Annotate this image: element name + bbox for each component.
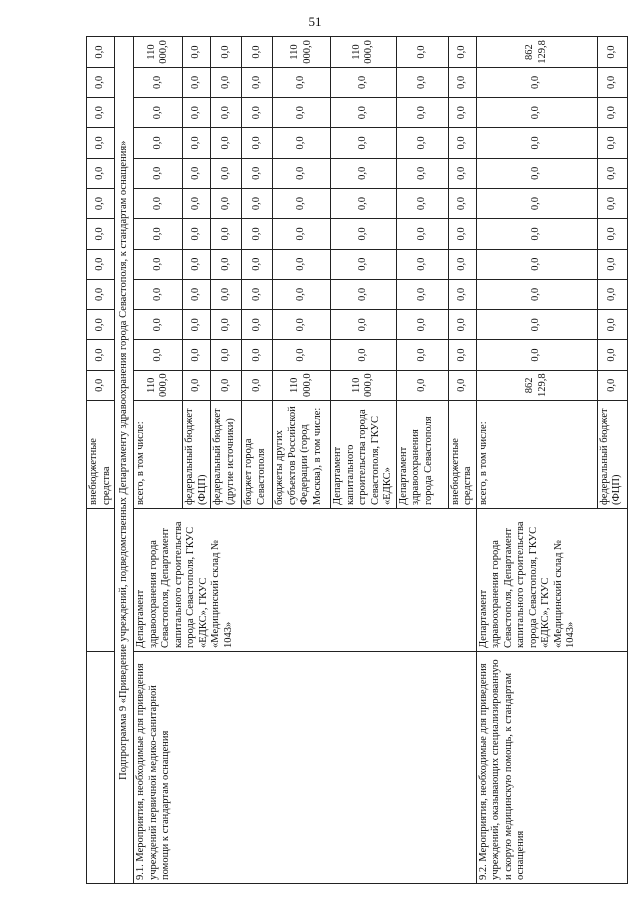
- value-cell: 0,0: [87, 128, 115, 158]
- value-cell: 0,0: [242, 128, 273, 158]
- executor-cell-empty: [87, 509, 115, 652]
- value-cell: 0,0: [331, 340, 397, 370]
- value-cell: 0,0: [448, 370, 476, 400]
- value-cell: 0,0: [211, 98, 242, 128]
- value-cell: 0,0: [211, 128, 242, 158]
- value-cell: 110 000,0: [273, 37, 331, 67]
- value-cell: 0,0: [448, 340, 476, 370]
- financing-table: [86, 36, 628, 884]
- value-cell: 0,0: [183, 249, 211, 279]
- value-cell: 0,0: [183, 279, 211, 309]
- value-cell: 0,0: [448, 279, 476, 309]
- subprogram-header: Подпрограмма 9 «Приведение учреждений, подведомственных Департаменту здравоохранения города Севастополя, к стандартам оснащения»: [115, 37, 134, 884]
- executors-cell: Департамент здравоохранения города Севастополя, Департамент капитального строительства города Севастополя, ГКУС «ЕДКС», ГКУС «Медицинский склад № 1043»: [134, 509, 477, 652]
- value-cell: 0,0: [476, 188, 597, 218]
- value-cell: 0,0: [597, 98, 627, 128]
- value-cell: 0,0: [273, 249, 331, 279]
- value-cell: 0,0: [211, 67, 242, 97]
- value-cell: 0,0: [134, 67, 183, 97]
- value-cell: 0,0: [396, 219, 448, 249]
- value-cell: 0,0: [134, 340, 183, 370]
- value-cell: 0,0: [448, 37, 476, 67]
- value-cell: 0,0: [87, 310, 115, 340]
- value-cell: 0,0: [597, 249, 627, 279]
- value-cell: 862 129,8: [476, 370, 597, 400]
- value-cell: 0,0: [448, 67, 476, 97]
- value-cell: 0,0: [87, 219, 115, 249]
- value-cell: 110 000,0: [134, 370, 183, 400]
- value-cell: 0,0: [211, 249, 242, 279]
- value-cell: 0,0: [396, 128, 448, 158]
- value-cell: 0,0: [211, 158, 242, 188]
- value-cell: 110 000,0: [331, 37, 397, 67]
- value-cell: 0,0: [396, 158, 448, 188]
- source-cell: внебюджетные средства: [87, 401, 115, 509]
- value-cell: 0,0: [211, 37, 242, 67]
- value-cell: 0,0: [396, 340, 448, 370]
- value-cell: 0,0: [597, 340, 627, 370]
- value-cell: 0,0: [273, 98, 331, 128]
- measure-cell-empty: [87, 652, 115, 884]
- value-cell: 0,0: [396, 279, 448, 309]
- value-cell: 0,0: [476, 310, 597, 340]
- value-cell: 0,0: [396, 98, 448, 128]
- value-cell: 0,0: [476, 67, 597, 97]
- value-cell: 0,0: [87, 279, 115, 309]
- value-cell: 0,0: [331, 188, 397, 218]
- value-cell: 0,0: [242, 249, 273, 279]
- value-cell: 0,0: [476, 219, 597, 249]
- value-cell: 0,0: [242, 67, 273, 97]
- value-cell: 0,0: [87, 249, 115, 279]
- value-cell: 0,0: [597, 279, 627, 309]
- value-cell: 0,0: [87, 37, 115, 67]
- value-cell: 0,0: [396, 188, 448, 218]
- value-cell: 0,0: [183, 98, 211, 128]
- value-cell: 0,0: [331, 98, 397, 128]
- value-cell: 0,0: [448, 310, 476, 340]
- value-cell: 0,0: [476, 98, 597, 128]
- table-body: [87, 37, 628, 884]
- value-cell: 0,0: [273, 67, 331, 97]
- table-row-subprogram-header: [115, 37, 134, 884]
- value-cell: 110 000,0: [331, 370, 397, 400]
- page-number: 51: [308, 14, 322, 29]
- value-cell: 0,0: [331, 249, 397, 279]
- value-cell: 0,0: [211, 279, 242, 309]
- value-cell: 0,0: [396, 310, 448, 340]
- value-cell: 0,0: [476, 249, 597, 279]
- value-cell: 0,0: [211, 370, 242, 400]
- value-cell: 0,0: [183, 370, 211, 400]
- value-cell: 0,0: [273, 279, 331, 309]
- value-cell: 0,0: [331, 310, 397, 340]
- value-cell: 0,0: [448, 219, 476, 249]
- value-cell: 0,0: [242, 37, 273, 67]
- value-cell: 0,0: [242, 188, 273, 218]
- value-cell: 0,0: [597, 37, 627, 67]
- value-cell: 0,0: [242, 219, 273, 249]
- value-cell: 0,0: [211, 340, 242, 370]
- value-cell: 0,0: [273, 188, 331, 218]
- value-cell: 0,0: [183, 188, 211, 218]
- value-cell: 0,0: [183, 219, 211, 249]
- value-cell: 0,0: [134, 158, 183, 188]
- value-cell: 0,0: [273, 340, 331, 370]
- value-cell: 0,0: [597, 310, 627, 340]
- value-cell: 0,0: [448, 128, 476, 158]
- value-cell: 0,0: [183, 310, 211, 340]
- funding-source-cell: всего, в том числе:: [476, 401, 597, 509]
- value-cell: 0,0: [134, 279, 183, 309]
- value-cell: 0,0: [183, 158, 211, 188]
- value-cell: 0,0: [242, 158, 273, 188]
- value-cell: 0,0: [597, 188, 627, 218]
- funding-source-cell: федеральный бюджет (другие источники): [211, 401, 242, 509]
- value-cell: 862 129,8: [476, 37, 597, 67]
- value-cell: 0,0: [476, 279, 597, 309]
- value-cell: 0,0: [396, 249, 448, 279]
- executors-cell: Департамент здравоохранения города Севастополя, Департамент капитального строительства города Севастополя, ГКУС «ЕДКС», ГКУС «Медицинский склад № 1043»: [476, 509, 627, 652]
- value-cell: 0,0: [396, 37, 448, 67]
- value-cell: 0,0: [242, 98, 273, 128]
- value-cell: 0,0: [597, 158, 627, 188]
- table-row-continuation: [87, 37, 115, 884]
- funding-source-cell: бюджет города Севастополя: [242, 401, 273, 509]
- value-cell: 0,0: [273, 219, 331, 249]
- table-row: [476, 37, 597, 884]
- value-cell: 0,0: [597, 128, 627, 158]
- value-cell: 0,0: [87, 67, 115, 97]
- value-cell: 0,0: [87, 340, 115, 370]
- value-cell: 0,0: [396, 67, 448, 97]
- rotated-table-area: [86, 37, 622, 884]
- measure-title-cell: 9.1. Мероприятия, необходимые для приведения учреждений первичной медико-санитарной помощи к стандартам оснащения: [134, 652, 477, 884]
- funding-source-cell: федеральный бюджет (ФЦП): [183, 401, 211, 509]
- value-cell: 0,0: [331, 128, 397, 158]
- funding-source-cell: бюджеты других субъектов Российской Федерации (город Москва), в том числе:: [273, 401, 331, 509]
- value-cell: 0,0: [134, 249, 183, 279]
- value-cell: 0,0: [396, 370, 448, 400]
- value-cell: 0,0: [183, 128, 211, 158]
- rotated-table-container: [86, 37, 622, 884]
- value-cell: 0,0: [597, 370, 627, 400]
- value-cell: 0,0: [476, 158, 597, 188]
- value-cell: 0,0: [597, 67, 627, 97]
- value-cell: 0,0: [273, 158, 331, 188]
- value-cell: 0,0: [273, 128, 331, 158]
- value-cell: 0,0: [134, 219, 183, 249]
- funding-source-cell: всего, в том числе:: [134, 401, 183, 509]
- value-cell: 0,0: [183, 340, 211, 370]
- value-cell: 0,0: [597, 219, 627, 249]
- value-cell: 0,0: [331, 279, 397, 309]
- value-cell: 0,0: [242, 370, 273, 400]
- value-cell: 0,0: [476, 340, 597, 370]
- value-cell: 0,0: [211, 219, 242, 249]
- value-cell: 0,0: [273, 310, 331, 340]
- value-cell: 0,0: [87, 158, 115, 188]
- value-cell: 0,0: [183, 37, 211, 67]
- funding-source-cell: внебюджетные средства: [448, 401, 476, 509]
- value-cell: 0,0: [134, 98, 183, 128]
- value-cell: 0,0: [87, 98, 115, 128]
- value-cell: 0,0: [87, 188, 115, 218]
- table-row: [134, 37, 183, 884]
- value-cell: 0,0: [448, 98, 476, 128]
- value-cell: 110 000,0: [273, 370, 331, 400]
- value-cell: 0,0: [134, 128, 183, 158]
- value-cell: 0,0: [448, 188, 476, 218]
- value-cell: 110 000,0: [134, 37, 183, 67]
- value-cell: 0,0: [448, 158, 476, 188]
- value-cell: 0,0: [183, 67, 211, 97]
- value-cell: 0,0: [242, 310, 273, 340]
- funding-source-cell: федеральный бюджет (ФЦП): [597, 401, 627, 509]
- funding-source-cell: Департамент капитального строительства города Севастополя, ГКУС «ЕДКС»: [331, 401, 397, 509]
- measure-title-cell: 9.2. Мероприятия, необходимые для приведения учреждений, оказывающих специализированную и скорую медицинскую помощь, к стандартам оснащения: [476, 652, 627, 884]
- funding-source-cell: Департамент здравоохранения города Севастополя: [396, 401, 448, 509]
- value-cell: 0,0: [87, 370, 115, 400]
- value-cell: 0,0: [331, 158, 397, 188]
- value-cell: 0,0: [242, 340, 273, 370]
- value-cell: 0,0: [134, 188, 183, 218]
- value-cell: 0,0: [331, 219, 397, 249]
- value-cell: 0,0: [134, 310, 183, 340]
- value-cell: 0,0: [476, 128, 597, 158]
- value-cell: 0,0: [331, 67, 397, 97]
- value-cell: 0,0: [448, 249, 476, 279]
- value-cell: 0,0: [211, 310, 242, 340]
- value-cell: 0,0: [211, 188, 242, 218]
- value-cell: 0,0: [242, 279, 273, 309]
